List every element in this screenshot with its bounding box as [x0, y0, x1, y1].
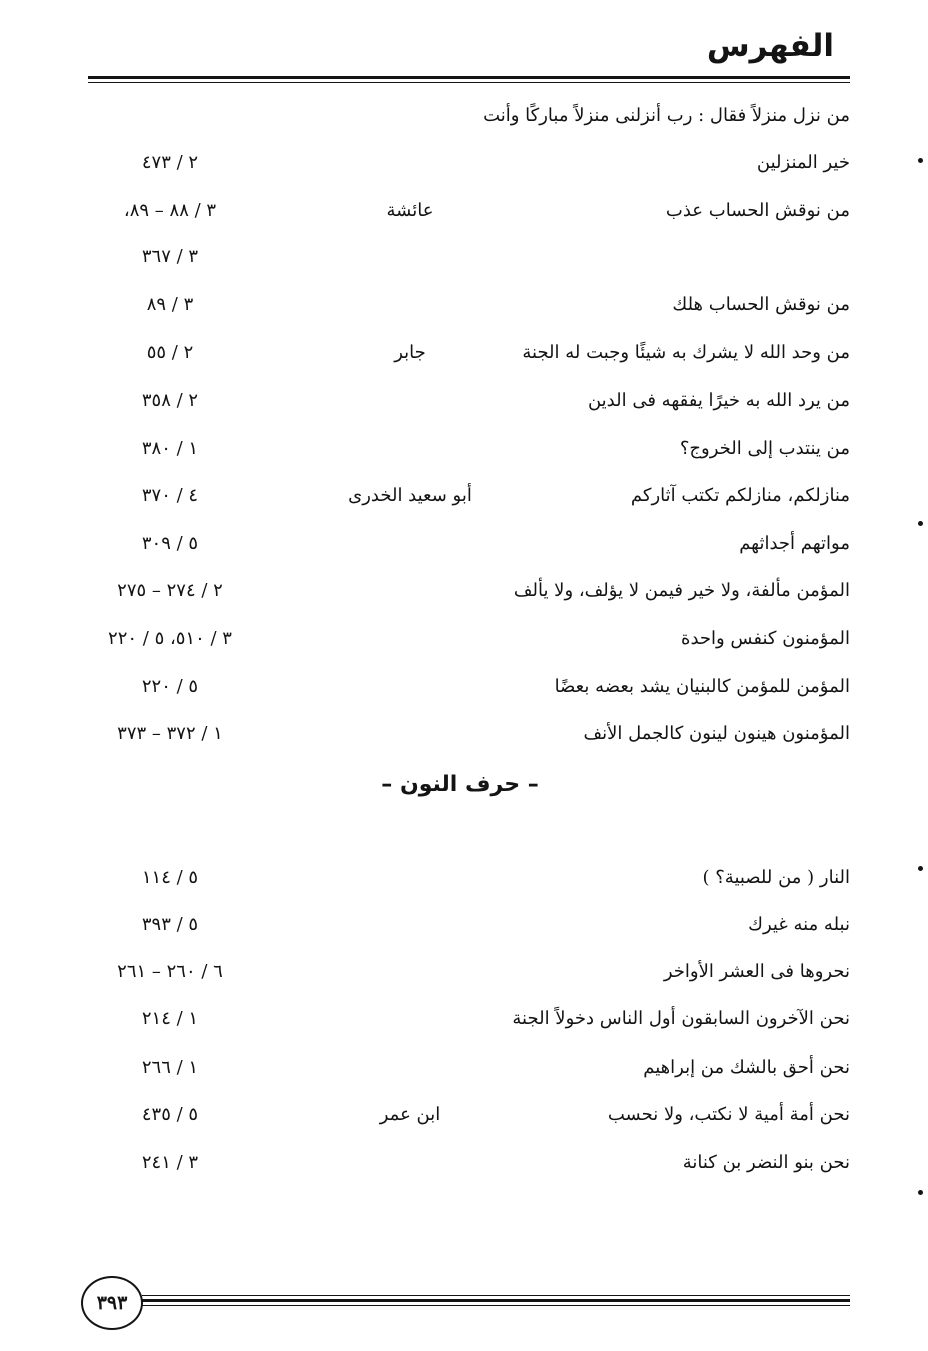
section-heading: – حرف النون – — [381, 772, 539, 797]
page-reference: ١ / ٢١٤ — [141, 1008, 199, 1029]
index-entry — [70, 719, 850, 749]
hadith-text: المؤمنون هينون لينون كالجمل الأنف — [583, 723, 850, 744]
hadith-text: نبله منه غيرك — [748, 914, 850, 935]
hadith-text: المؤمن للمؤمن كالبنيان يشد بعضه بعضًا — [554, 676, 850, 697]
index-entry — [70, 1053, 850, 1083]
narrator-name: جابر — [394, 342, 426, 363]
page-reference: ٢ / ٤٧٣ — [141, 152, 199, 173]
page-reference: ٥ / ٤٣٥ — [141, 1104, 199, 1125]
hadith-text: من ينتدب إلى الخروج؟ — [679, 438, 850, 459]
index-entry — [70, 101, 850, 131]
page-reference: ١ / ٢٦٦ — [141, 1057, 199, 1078]
hadith-text: نحن أحق بالشك من إبراهيم — [643, 1057, 850, 1078]
hadith-text: من وحد الله لا يشرك به شيئًا وجبت له الجنة — [522, 342, 850, 363]
page-reference: ٤ / ٣٧٠ — [141, 485, 199, 506]
scan-mark — [918, 521, 923, 526]
scan-mark — [918, 158, 923, 163]
page-reference: ٣ / ٨٨ – ٨٩، — [123, 200, 217, 221]
footer-rule-thin — [142, 1305, 850, 1306]
index-entry — [70, 910, 850, 940]
index-entry — [70, 863, 850, 893]
scan-mark — [918, 866, 923, 871]
page-reference: ٥ / ٢٢٠ — [141, 676, 199, 697]
index-entry — [70, 290, 850, 320]
index-entry — [70, 434, 850, 464]
hadith-text: المؤمنون كنفس واحدة — [681, 628, 850, 649]
hadith-text: خير المنزلين — [756, 152, 850, 173]
narrator-name: أبو سعيد الخدرى — [348, 485, 472, 506]
page-reference: ٥ / ٣٠٩ — [141, 533, 199, 554]
header-rule-thick — [88, 76, 850, 79]
footer-rule-thin — [142, 1295, 850, 1296]
hadith-text: نحن بنو النضر بن كنانة — [682, 1152, 850, 1173]
index-entry — [70, 386, 850, 416]
index-entry — [70, 1004, 850, 1034]
hadith-text: من نزل منزلاً فقال : رب أنزلنى منزلاً مباركًا وأنت — [483, 105, 850, 126]
hadith-text: نحن أمة أمية لا نكتب، ولا نحسب — [607, 1104, 850, 1125]
index-entry — [70, 624, 850, 654]
page-reference: ٢ / ٥٥ — [146, 342, 194, 363]
hadith-text: منازلكم، منازلكم تكتب آثاركم — [630, 485, 850, 506]
hadith-text: نحن الآخرون السابقون أول الناس دخولاً الجنة — [512, 1008, 850, 1029]
narrator-name: ابن عمر — [379, 1104, 441, 1125]
index-entry — [70, 529, 850, 559]
hadith-text: من نوقش الحساب هلك — [672, 294, 850, 315]
index-entry — [70, 1100, 850, 1130]
page-reference: ٥ / ١١٤ — [141, 867, 199, 888]
page-reference: ٣ / ٨٩ — [146, 294, 194, 315]
header-rule-thin — [88, 82, 850, 83]
hadith-text: مواتهم أجداثهم — [739, 533, 850, 554]
index-entry — [70, 576, 850, 606]
page-reference: ٥ / ٣٩٣ — [141, 914, 199, 935]
page-reference: ٢ / ٣٥٨ — [141, 390, 199, 411]
page-number: ٣٩٣ — [81, 1276, 143, 1330]
index-entry — [70, 148, 850, 178]
page-reference: ٣ / ٢٤١ — [141, 1152, 199, 1173]
hadith-text: النار ( من للصبية؟ ) — [702, 867, 850, 888]
page-reference: ٦ / ٢٦٠ – ٢٦١ — [117, 961, 223, 982]
footer-rule-thick — [142, 1299, 850, 1302]
page-reference: ٣ / ٥١٠، ٥ / ٢٢٠ — [108, 628, 232, 649]
page-reference: ٢ / ٢٧٤ – ٢٧٥ — [117, 580, 223, 601]
page-reference: ١ / ٣٨٠ — [141, 438, 199, 459]
index-entry — [70, 242, 850, 272]
hadith-text: من نوقش الحساب عذب — [665, 200, 850, 221]
page-reference: ٣ / ٣٦٧ — [141, 246, 199, 267]
index-entry — [70, 672, 850, 702]
running-head: الفهرس — [706, 28, 834, 64]
index-entry — [70, 1148, 850, 1178]
page-reference: ١ / ٣٧٢ – ٣٧٣ — [117, 723, 223, 744]
index-entry — [70, 338, 850, 368]
index-entry — [70, 196, 850, 226]
scan-mark — [918, 1190, 923, 1195]
hadith-text: نحروها فى العشر الأواخر — [663, 961, 850, 982]
index-entry — [70, 957, 850, 987]
narrator-name: عائشة — [386, 200, 434, 221]
hadith-text: من يرد الله به خيرًا يفقهه فى الدين — [587, 390, 850, 411]
hadith-text: المؤمن مألفة، ولا خير فيمن لا يؤلف، ولا يألف — [513, 580, 850, 601]
index-entry — [70, 481, 850, 511]
